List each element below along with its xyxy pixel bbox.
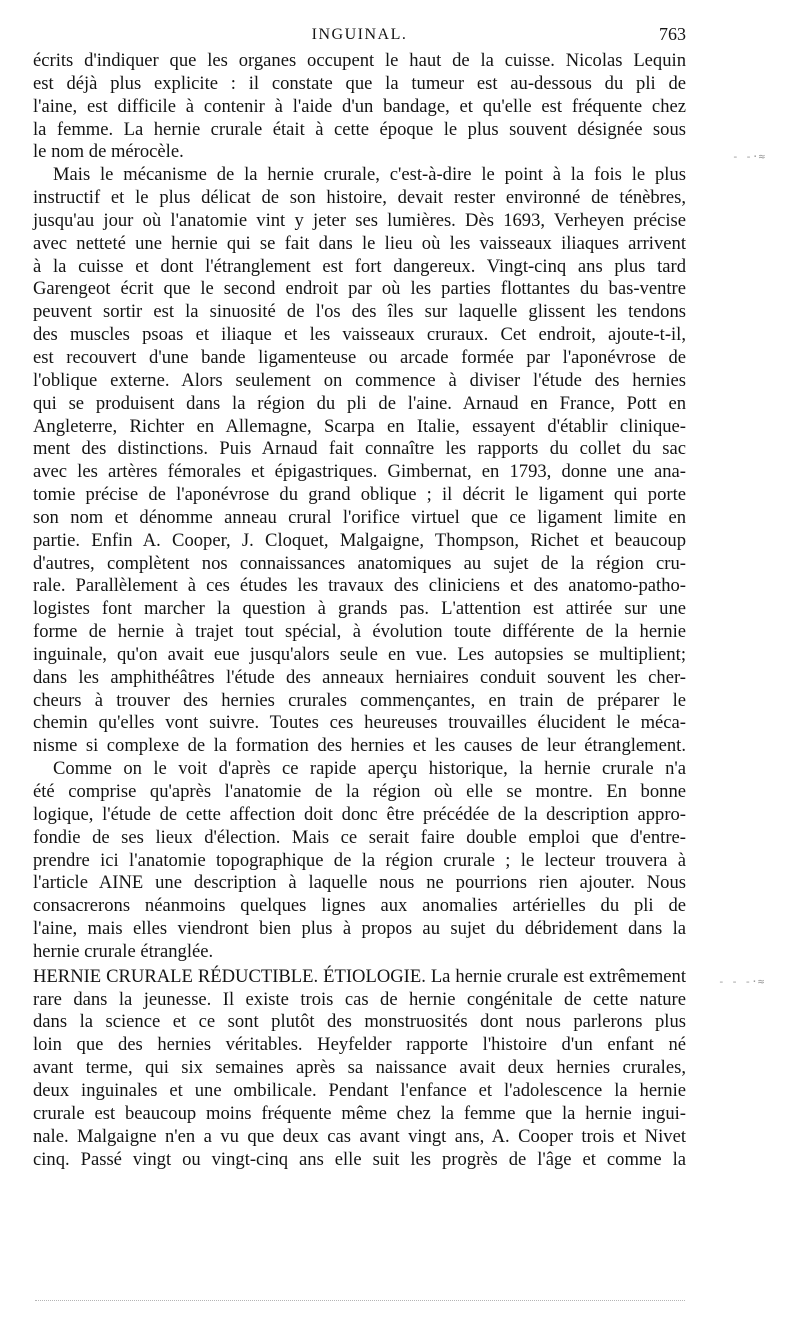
text-line: avec netteté une hernie qui se fait dans le lieu où les vaisseaux iliaques arrivent xyxy=(33,232,686,254)
text-line: Comme on le voit d'après ce rapide aperçu historique, la hernie crurale n'a xyxy=(53,758,686,780)
text-line: cinq. Passé vingt ou vingt-cinq ans elle suit les progrès de l'âge et comme la xyxy=(33,1148,686,1170)
text-line: inguinale, qu'on avait eue jusqu'alors seule en vue. Les autopsies se multiplient; xyxy=(33,643,686,665)
text-line: d'autres, complètent nos connaissances anatomiques au sujet de la région cru- xyxy=(33,552,686,574)
text-line: crurale est beaucoup moins fréquente même chez la femme que la hernie ingui- xyxy=(33,1102,686,1124)
text-line: hernie crurale étranglée. xyxy=(33,940,214,962)
text-line: jusqu'au jour où l'anatomie vint y jeter ses lumières. Dès 1693, Verheyen précise xyxy=(33,209,686,231)
text-line: l'article AINE une description à laquelle nous ne pourrions rien ajouter. Nous xyxy=(33,872,686,894)
text-line: rale. Parallèlement à ces études les travaux des cliniciens et des anatomo-patho- xyxy=(33,575,686,597)
text-line: peuvent sortir est la sinuosité de l'os des îles sur laquelle glissent les tendons xyxy=(33,301,686,323)
text-line: à la cuisse et dont l'étranglement est fort dangereux. Vingt-cinq ans plus tard xyxy=(33,255,686,277)
text-line: Mais le mécanisme de la hernie crurale, c'est-à-dire le point à la fois le plus xyxy=(53,164,686,186)
page-header xyxy=(33,22,686,48)
text-line: des muscles psoas et iliaque et les vaisseaux cruraux. Cet endroit, ajoute-t-il, xyxy=(33,324,686,346)
text-line: tomie précise de l'aponévrose du grand oblique ; il décrit le ligament qui porte xyxy=(33,484,686,506)
text-line: logistes font marcher la question à grands pas. L'attention est attirée sur une xyxy=(33,598,686,620)
text-line: consacrerons néanmoins quelques lignes aux anomalies artérielles du pli de xyxy=(33,895,686,917)
text-line: est déjà plus explicite : il constate que la tumeur est au-dessous du pli de xyxy=(33,72,686,94)
text-line: avec les artères fémorales et épigastriques. Gimbernat, en 1793, donne une ana- xyxy=(33,461,686,483)
text-line: la femme. La hernie crurale était à cette époque le plus souvent désignée sous xyxy=(33,118,686,140)
text-line: qui se produisent dans la région du pli de l'aine. Arnaud en France, Pott en xyxy=(33,392,686,414)
text-line: ment des distinctions. Puis Arnaud fait connaître les rapports du collet du sac xyxy=(33,438,686,460)
text-line: le nom de mérocèle. xyxy=(33,141,184,163)
text-line: l'aine, mais elles viendront bien plus à propos au sujet du débridement dans la xyxy=(33,918,686,940)
text-line: écrits d'indiquer que les organes occupent le haut de la cuisse. Nicolas Lequin xyxy=(33,50,686,71)
text-line: instructif et le plus délicat de son histoire, devait rester environné de ténèbres, xyxy=(33,187,686,209)
text-line: partie. Enfin A. Cooper, J. Cloquet, Malgaigne, Thompson, Richet et beaucoup xyxy=(33,529,686,551)
text-line: Garengeot écrit que le second endroit par où les parties flottantes du bas-ventre xyxy=(33,278,686,300)
text-line: Angleterre, Richter en Allemagne, Scarpa en Italie, essayent d'établir clinique- xyxy=(33,415,686,437)
text-line: rare dans la jeunesse. Il existe trois cas de hernie congénitale de cette nature xyxy=(33,988,686,1010)
section-heading-line: HERNIE CRURALE RÉDUCTIBLE. ÉTIOLOGIE. La hernie crurale est extrêmement xyxy=(33,965,686,987)
text-line: fondie de ses lieux d'élection. Mais ce serait faire double emploi que d'entre- xyxy=(33,826,686,848)
text-line: cheurs à trouver des hernies crurales commençantes, en train de préparer le xyxy=(33,689,686,711)
text-line: l'oblique externe. Alors seulement on commence à diviser l'étude des hernies xyxy=(33,369,686,391)
text-line: son nom et dénomme anneau crural l'orifice virtuel que ce ligament limite en xyxy=(33,506,686,528)
body-text xyxy=(33,50,686,1171)
running-title: INGUINAL. xyxy=(311,26,408,43)
text-line: forme de hernie à trajet tout spécial, à évolution toute différente de la hernie xyxy=(33,621,686,643)
text-line: dans les amphithéâtres l'étude des anneaux herniaires conduit souvent les cher- xyxy=(33,666,686,688)
scan-noise-mark: - -·≈ xyxy=(732,150,766,163)
scan-noise-line xyxy=(35,1300,685,1304)
scan-noise-mark: - - -·≈ xyxy=(718,975,765,988)
text-line: deux inguinales et une ombilicale. Pendant l'enfance et l'adolescence la hernie xyxy=(33,1079,686,1101)
text-line: loin que des hernies véritables. Heyfelder rapporte l'histoire d'un enfant né xyxy=(33,1034,686,1056)
text-line: est recouvert d'une bande ligamenteuse ou arcade formée par l'aponévrose de xyxy=(33,346,686,368)
text-line: logique, l'étude de cette affection doit donc être précédée de la description appro- xyxy=(33,803,686,825)
text-line: avant terme, qui six semaines après sa naissance avait deux hernies crurales, xyxy=(33,1057,686,1079)
text-line: dans la science et ce sont plutôt des monstruosités dont nous parlerons plus xyxy=(33,1011,686,1033)
text-line: nale. Malgaigne n'en a vu que deux cas avant vingt ans, A. Cooper trois et Nivet xyxy=(33,1125,686,1147)
book-page xyxy=(33,22,686,1171)
text-line: été comprise qu'après l'anatomie de la région où elle se montre. En bonne xyxy=(33,781,686,802)
text-line: nisme si complexe de la formation des hernies et les causes de leur étranglement. xyxy=(33,735,686,757)
page-number: 763 xyxy=(659,24,686,44)
text-line: l'aine, est difficile à contenir à l'aide d'un bandage, et qu'elle est fréquente chez xyxy=(33,95,686,117)
text-line: chemin qu'elles vont suivre. Toutes ces heureuses trouvailles élucident le méca- xyxy=(33,712,686,734)
text-line: prendre ici l'anatomie topographique de la région crurale ; le lecteur trouvera à xyxy=(33,849,686,871)
